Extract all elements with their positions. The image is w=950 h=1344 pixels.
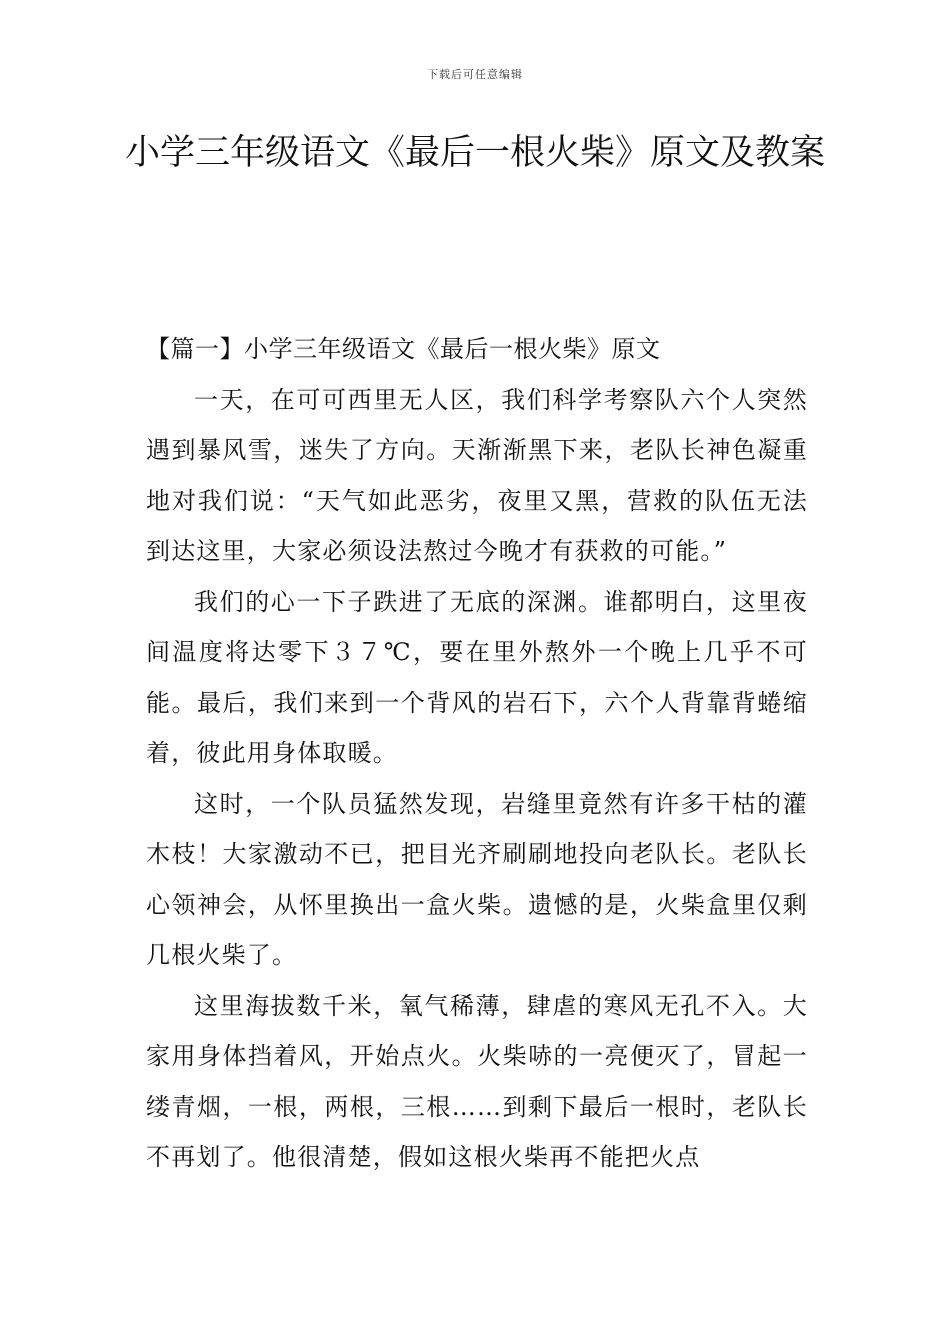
paragraph-1: 一天，在可可西里无人区，我们科学考察队六个人突然遇到暴风雪，迷失了方向。天渐渐黑下来，老队长神色凝重地对我们说：“天气如此恶劣，夜里又黑，营救的队伍无法到达这里，大家必须设法熬过今晚才有获救的可能。” bbox=[146, 385, 808, 565]
page-header-note: 下载后可任意编辑 bbox=[427, 68, 523, 81]
document-body bbox=[146, 324, 808, 1183]
paragraph-3: 这时，一个队员猛然发现，岩缝里竟然有许多干枯的灌木枝！大家激动不已，把目光齐刷刷地投向老队长。老队长心领神会，从怀里换出一盒火柴。遗憾的是，火柴盒里仅剩几根火柴了。 bbox=[146, 789, 808, 969]
paragraph-2: 我们的心一下子跌进了无底的深渊。谁都明白，这里夜间温度将达零下３７℃，要在里外熬外一个晚上几乎不可能。最后，我们来到一个背风的岩石下，六个人背靠背蜷缩着，彼此用身体取暖。 bbox=[146, 587, 808, 767]
paragraph-4: 这里海拔数千米，氧气稀薄，肆虐的寒风无孔不入。大家用身体挡着风，开始点火。火柴哧的一亮便灭了，冒起一缕青烟，一根，两根，三根……到剩下最后一根时，老队长不再划了。他很清楚，假如这根火柴再不能把火点 bbox=[146, 991, 808, 1171]
document-title: 小学三年级语文《最后一根火柴》原文及教案 bbox=[124, 133, 825, 173]
section-heading: 【篇一】小学三年级语文《最后一根火柴》原文 bbox=[146, 335, 661, 363]
